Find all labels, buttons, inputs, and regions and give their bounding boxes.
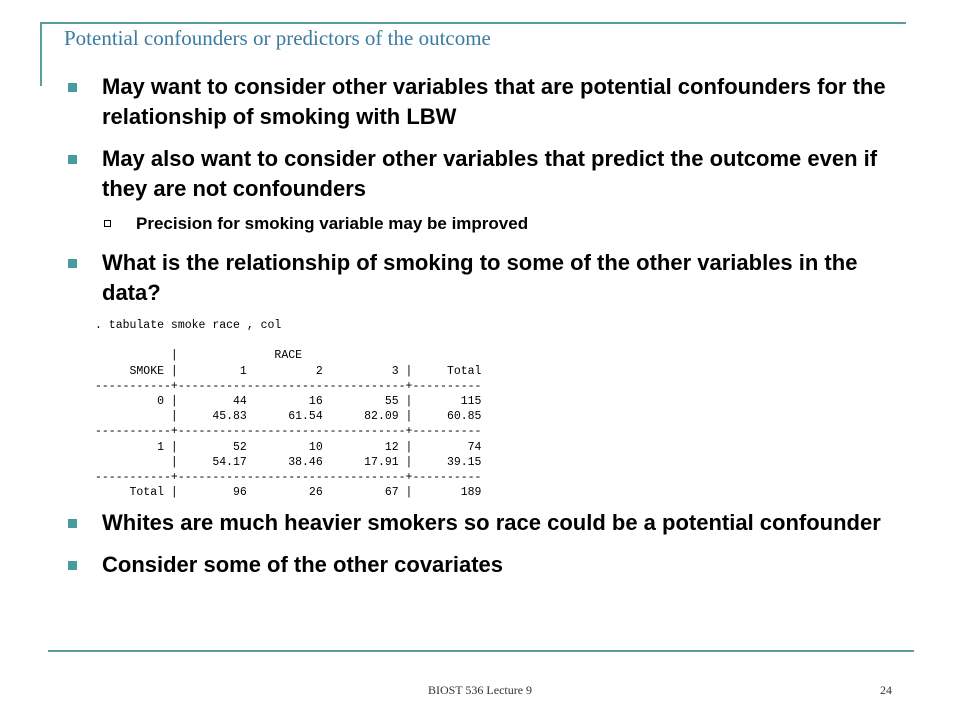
square-bullet-icon xyxy=(68,561,77,570)
footer-rule xyxy=(48,650,914,652)
bullet-text: May want to consider other variables that are potential confounders for the relationship of smoking with LBW xyxy=(102,74,886,129)
square-bullet-icon xyxy=(68,519,77,528)
sub-bullet-item xyxy=(64,212,914,236)
bullet-item xyxy=(64,248,914,308)
footer-lecture-label: BIOST 536 Lecture 9 xyxy=(427,683,533,697)
bullet-text: Whites are much heavier smokers so race could be a potential confounder xyxy=(102,510,881,535)
hollow-square-bullet-icon xyxy=(104,220,111,227)
slide-title: Potential confounders or predictors of the outcome xyxy=(64,26,491,50)
square-bullet-icon xyxy=(68,259,77,268)
bullet-item xyxy=(64,550,914,580)
page-number: 24 xyxy=(880,683,892,697)
sub-bullet-text: Precision for smoking variable may be improved xyxy=(136,214,529,233)
stata-tabulate-output: . tabulate smoke race , col | RACE SMOKE | 1 2 3 | Total -----------+---------------------------------+---------- 0 | 44 16 55 | 115 | 45.83 61.54 82.09 | 60.85 -----------+---------------------------------+---------- 1 | 52 10 12 | 74 | 54.17 38.46 17.91 | 39.15 -----------+---------------------------------+---------- Total | 96 26 67 | 189 xyxy=(95,319,482,500)
bullet-text: May also want to consider other variables that predict the outcome even if they are not confounders xyxy=(102,146,878,201)
bullet-text: Consider some of the other covariates xyxy=(102,552,503,577)
top-bullet-list xyxy=(64,72,914,320)
bullet-text: What is the relationship of smoking to some of the other variables in the data? xyxy=(102,250,858,305)
bullet-item xyxy=(64,144,914,204)
bullet-item xyxy=(64,508,914,538)
title-frame-left-rule xyxy=(40,22,42,86)
bullet-item xyxy=(64,72,914,132)
bottom-bullet-list xyxy=(64,508,914,592)
title-frame-top-rule xyxy=(40,22,906,24)
square-bullet-icon xyxy=(68,155,77,164)
square-bullet-icon xyxy=(68,83,77,92)
